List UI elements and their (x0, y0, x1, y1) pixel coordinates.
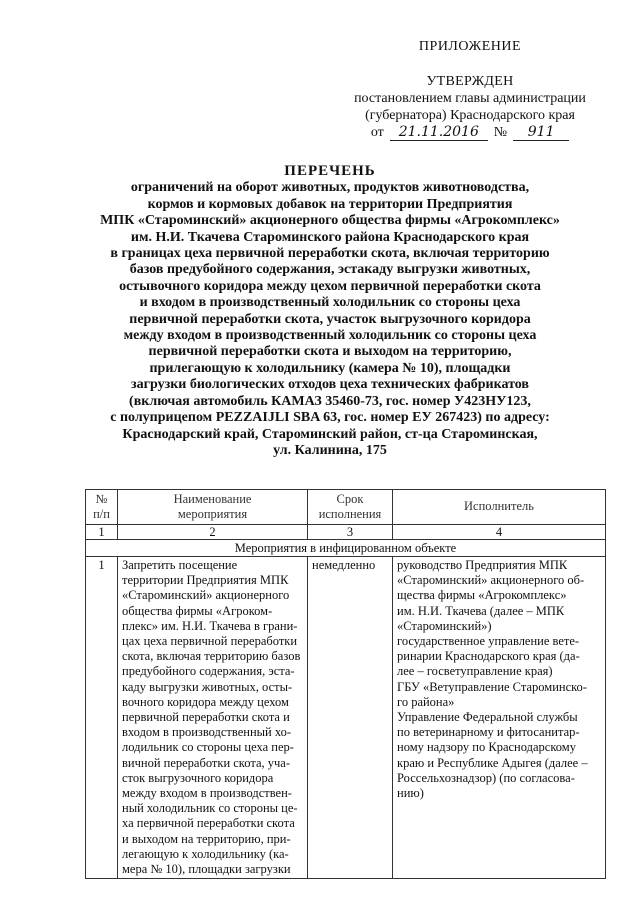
section-row (86, 540, 606, 557)
row-executor: руководство Предприятия МПК «Староминский» акционерного об- щества фирмы «Агрокомплекс» им. Н.И. Ткачева (далее – МПК «Староминский») государственное управление вете- ринарии Краснодарского края (да- лее – госветуправление края) ГБУ «Ветуправление Староминско- го района» Управление Федеральной службы по ветеринарному и фитосанитар- ному надзору по Краснодарскому краю и Республике Адыгея (далее – Россельхознадзор) (по согласова- нию) (393, 557, 606, 879)
column-number-row (86, 525, 606, 540)
document-title: ПЕРЕЧЕНЬ (284, 163, 376, 179)
row-measure: Запретить посещение территории Предприятия МПК «Староминский» акционерного общества фирмы «Агроком- плекс» им. Н.И. Ткачева в грани- цах цеха первичной переработки скота, включая территорию базов предубойного содержания, эста- каду выгрузки животных, осты- вочного коридора между цехом первичной переработки скота и входом в производственный хо- лодильник со стороны цеха пер- вичной переработки скота, уча- сток выгрузочного коридора между входом в производствен- ный холодильник со стороны це- ха первичной переработки скота и выходом на территорию, при- легающую к холодильнику (ка- мера № 10), площадки загрузки (118, 557, 308, 879)
document-subtitle: ограничений на оборот животных, продуктов животноводства, кормов и кормовых добавок на территории Предприятия МПК «Староминский» акционерного общества фирмы «Агрокомплекс» им. Н.И. Ткачева Староминского района Краснодарского края в границах цеха первичной переработки скота, включая территорию базов предубойного содержания, эстакаду выгрузки животных, остывочного коридора между цехом первичной переработки скота и входом в производственный холодильник со стороны цеха первичной переработки скота, участок выгрузочного коридора между входом в производственный холодильник со стороны цеха первичной переработки скота и выходом на территорию, прилегающую к холодильнику (камера № 10), площадки загрузки биологических отходов цеха технических фабрикатов (включая автомобиль КАМАЗ 35460-73, гос. номер У423НУ123, с полуприцепом PEZZAIJLI SBA 63, гос. номер ЕУ 267423) по адресу: Краснодарский край, Староминский район, ст-ца Староминская, ул. Калинина, 175 (100, 180, 560, 458)
row-term: немедленно (308, 557, 393, 879)
approval-block (330, 38, 610, 141)
table-row (86, 557, 606, 879)
approval-date-line (330, 124, 610, 141)
header-name: Наименование мероприятия (118, 490, 308, 525)
row-num: 1 (86, 557, 118, 879)
header-term: Срок исполнения (308, 490, 393, 525)
column-number: 3 (308, 525, 393, 540)
measures-table (85, 489, 606, 879)
approval-line-2: (губернатора) Краснодарского края (365, 108, 575, 123)
approved-label: УТВЕРЖДЕН (426, 74, 514, 89)
title-block (60, 163, 600, 459)
table-header-row (86, 490, 606, 525)
number-sign: № (493, 125, 508, 140)
approval-line-1: постановлением главы администрации (354, 91, 586, 106)
section-title: Мероприятия в инфицированном объекте (86, 540, 606, 557)
header-num: № п/п (86, 490, 118, 525)
handwritten-date: 21.11.2016 (390, 125, 488, 141)
appendix-label: ПРИЛОЖЕНИЕ (418, 39, 522, 54)
column-number: 1 (86, 525, 118, 540)
column-number: 4 (393, 525, 606, 540)
column-number: 2 (118, 525, 308, 540)
header-executor: Исполнитель (393, 490, 606, 525)
handwritten-number: 911 (513, 125, 569, 141)
date-prefix: от (370, 125, 384, 140)
